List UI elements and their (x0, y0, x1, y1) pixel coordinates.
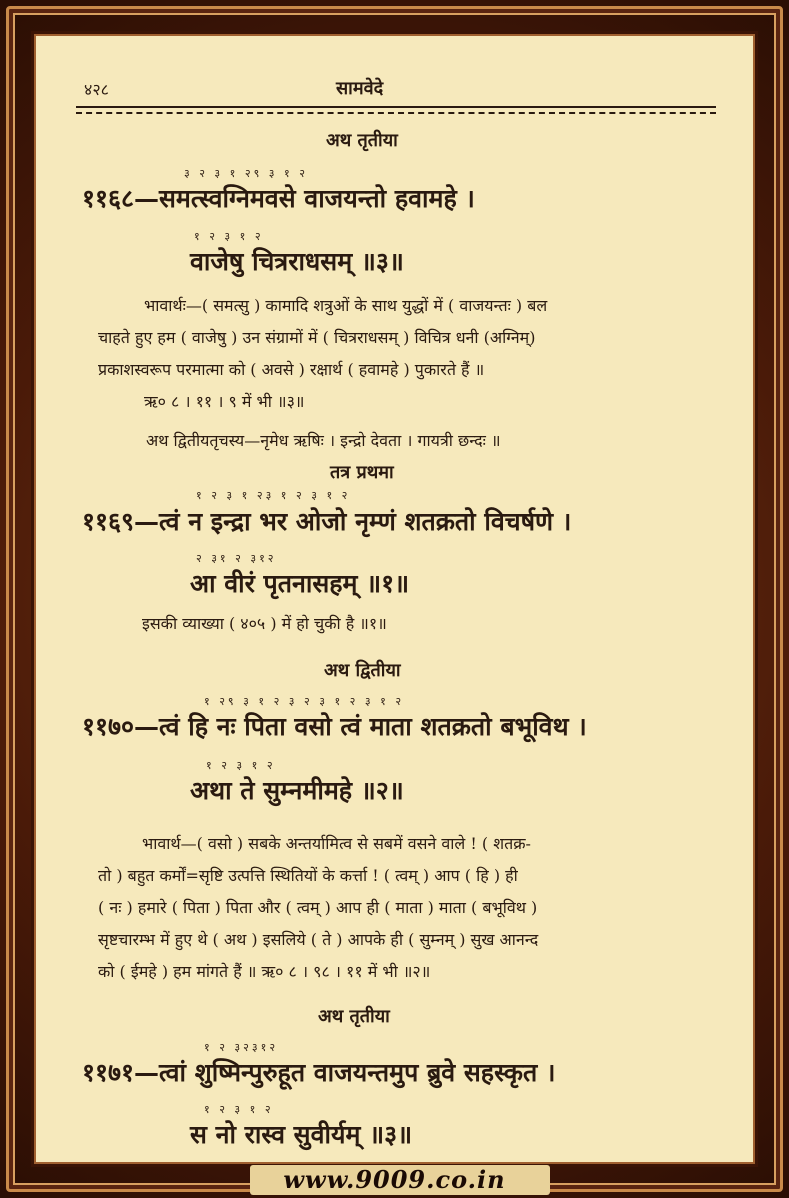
accent-marks: १ २ ३ १ २ (206, 759, 276, 772)
accent-marks: २ ३१ २ ३१२ (196, 552, 277, 565)
accent-marks: १ २ ३ १ २ (204, 1103, 274, 1116)
accent-marks: १ २ ३ १ २ (194, 230, 264, 243)
verse-line: वाजेषु चित्रराधसम् ॥३॥ (190, 247, 404, 276)
accent-marks: ३ २ ३ १ २९ ३ १ २ (184, 167, 308, 180)
section-heading: अथ तृतीया (326, 130, 398, 151)
verse-line: आ वीरं पृतनासहम् ॥१॥ (190, 569, 410, 598)
bhavartha-line: सृष्टचारम्भ में हुए थे ( अथ ) इसलिये ( ते ) आपके ही ( सुम्नम् ) सुख आनन्द (98, 930, 539, 949)
page-title: सामवेदे (336, 78, 384, 99)
verse-line: ११६९—त्वं न इन्द्रा भर ओजो नृम्णं शतक्रतो विचर्षणे । (82, 507, 572, 536)
verse-line: अथा ते सुम्नमीमहे ॥२॥ (190, 776, 404, 805)
book-page (36, 36, 753, 1162)
accent-marks: १ २ ३२३१२ (204, 1041, 279, 1054)
accent-marks: १ २९ ३ १ २ ३ २ ३ १ २ ३ १ २ (204, 695, 405, 708)
bhavartha-line: ( नः ) हमारे ( पिता ) पिता और ( त्वम् ) आप ही ( माता ) माता ( बभूविथ ) (98, 898, 538, 917)
header-rule (76, 106, 716, 114)
bhavartha-line: ऋ० ८ । ११ । ९ में भी ॥३॥ (144, 392, 305, 411)
page-header (36, 36, 753, 106)
verse-line: ११७०—त्वं हि नः पिता वसो त्वं माता शतक्रतो बभूविथ । (82, 712, 587, 741)
website-url[interactable]: www.9009.co.in (283, 1165, 506, 1194)
verse-line: ११७१—त्वां शुष्मिन्पुरुहूत वाजयन्तमुप ब्रुवे सहस्कृत । (82, 1058, 556, 1087)
verse-line: ११६८—समत्स्वग्निमवसे वाजयन्तो हवामहे । (82, 184, 475, 213)
bhavartha-line: चाहते हुए हम ( वाजेषु ) उन संग्रामों में ( चित्रराधसम् ) विचित्र धनी (अग्निम्) (98, 328, 536, 347)
section-heading: अथ तृतीया (318, 1006, 390, 1027)
trichasya-line: अथ द्वितीयतृचस्य—नृमेध ऋषिः । इन्द्रो देवता । गायत्री छन्दः ॥ (146, 431, 501, 450)
section-heading: तत्र प्रथमा (330, 462, 394, 483)
verse-line: स नो रास्व सुवीर्यम् ॥३॥ (190, 1120, 413, 1149)
page-number: ४२८ (84, 80, 109, 99)
bhavartha-line: भावार्थः—( समत्सु ) कामादि शत्रुओं के साथ युद्धों में ( वाजयन्तः ) बल (144, 296, 548, 315)
accent-marks: १ २ ३ १ २३ १ २ ३ १ २ (196, 489, 351, 502)
note-line: इसकी व्याख्या ( ४०५ ) में हो चुकी है ॥१॥ (142, 614, 387, 633)
section-heading: अथ द्वितीया (324, 660, 401, 681)
bhavartha-line: को ( ईमहे ) हम मांगते हैं ॥ ऋ० ८ । ९८ । ११ में भी ॥२॥ (98, 962, 431, 981)
bhavartha-line: प्रकाशस्वरूप परमात्मा को ( अवसे ) रक्षार्थ ( हवामहे ) पुकारते हैं ॥ (98, 360, 485, 379)
bhavartha-line: भावार्थ—( वसो ) सबके अन्तर्यामित्व से सबमें वसने वाले ! ( शतक्र- (142, 834, 531, 853)
bhavartha-line: तो ) बहुत कर्मों=सृष्टि उत्पत्ति स्थितियों के कर्त्ता ! ( त्वम् ) आप ( हि ) ही (98, 866, 518, 885)
